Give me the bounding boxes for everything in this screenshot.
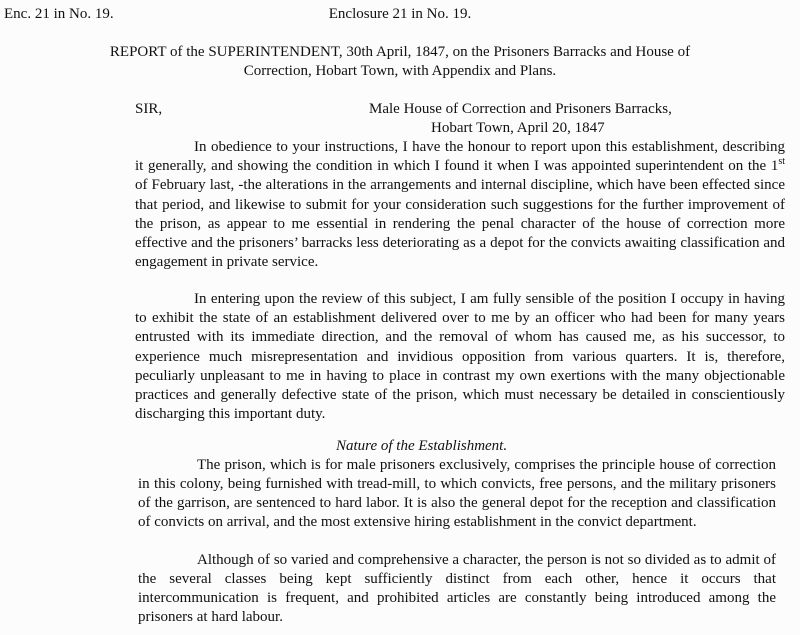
address-line-2: Hobart Town, April 20, 1847 bbox=[431, 120, 605, 136]
paragraph-2: In entering upon the review of this subject, I am fully sensible of the position I occupy in having to exhibit the state of an establishment delivered over to me by an officer who had been for many years entrusted with its immediate direction, and the removal of whom has caused me, as his successor, to experience much misrepresentation and invidious opposition from various quarters. It is, therefore, peculiarly unpleasant to me in having to place in contrast my own exertions with the many objectionable practices and generally defective state of the prison, which must necessary be detailed in conscientiously discharging this important duty. bbox=[135, 291, 785, 423]
report-title-line-2: Correction, Hobart Town, with Appendix and Plans. bbox=[243, 63, 557, 79]
salutation: SIR, bbox=[135, 101, 163, 117]
address-line-1: Male House of Correction and Prisoners Barracks, bbox=[369, 101, 672, 117]
paragraph-3: The prison, which is for male prisoners exclusively, comprises the principle house of correction in this colony, being furnished with tread-mill, to which convicts, free persons, and the military prisoners of the garrison, are sentenced to hard labor. It is also the general depot for the reception and classification of convicts on arrival, and the most extensive hiring establishment in the convict department. bbox=[138, 457, 776, 530]
section-heading: Nature of the Establishment. bbox=[336, 438, 508, 454]
report-title-line-1: REPORT of the SUPERINTENDENT, 30th April, 1847, on the Prisoners Barracks and House of bbox=[109, 44, 691, 60]
enclosure-heading: Enclosure 21 in No. 19. bbox=[328, 6, 472, 22]
ordinal-superscript: st bbox=[778, 156, 785, 168]
paragraph-1-text-a: In obedience to your instructions, I have the honour to report upon this establishment, describing it generally, and showing the condition in which I found it when I was appointed superintendent on the 1 bbox=[135, 139, 785, 175]
paragraph-1-text-b: of February last, -the alterations in the arrangements and internal discipline, which have been effected since that period, and likewise to submit for your consideration such suggestions for the further improvement of the prison, as appear to me essential in rendering the penal character of the house of correction more effective and the prisoners’ barracks less deteriorating as a depot for the convicts awaiting classification and engagement in private service. bbox=[135, 177, 785, 271]
margin-reference: Enc. 21 in No. 19. bbox=[4, 6, 114, 22]
paragraph-1 bbox=[135, 138, 785, 272]
paragraph-4: Although of so varied and comprehensive a character, the person is not so divided as to admit of the several classes being kept sufficiently distinct from each other, hence it occurs that intercommunication is frequent, and prohibited articles are constantly being introduced among the prisoners at hard labour. bbox=[138, 552, 776, 625]
